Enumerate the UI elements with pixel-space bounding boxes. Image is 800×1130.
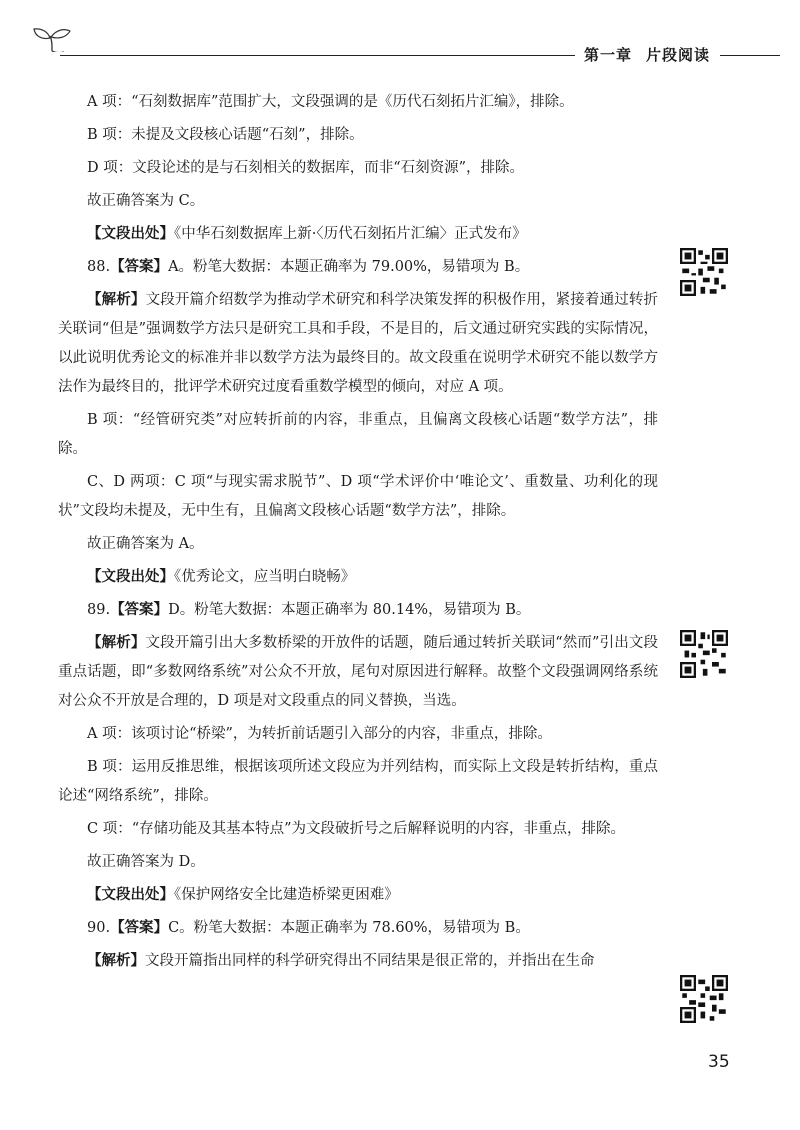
header-rule-right (720, 55, 780, 56)
source-text: 《中华石刻数据库上新·〈历代石刻拓片汇编〉正式发布》 (174, 226, 527, 242)
answer-label: 【答案】 (110, 920, 169, 936)
analysis-text: 文段开篇介绍数学为推动学术研究和科学决策发挥的积极作用，紧接着通过转折关联词“但是”强调数学方法只是研究工具和手段，不是目的，后文通过研究实践的实际情况，以此说明优秀论文的标准并非以数学方法为最终目的。故文段重在说明学术研究不能以数学方法作为最终目的，批评学术研究过度看重数学模型的倾向，对应 A 项。 (58, 292, 659, 395)
analysis-88 (58, 286, 658, 402)
analysis-label: 【解析】 (87, 292, 146, 308)
source-label: 【文段出处】 (87, 569, 174, 585)
answer-text: D。粉笔大数据：本题正确率为 80.14%，易错项为 B。 (168, 602, 531, 618)
option-d-analysis: D 项：文段论述的是与石刻相关的数据库，而非“石刻资源”，排除。 (87, 160, 525, 176)
header-rule-left (60, 55, 575, 56)
question-number: 88. (87, 259, 111, 275)
option-b-analysis: B 项：运用反推思维，根据该项所述文段应为并列结构，而实际上文段是转折结构，重点论述“网络系统”，排除。 (58, 759, 658, 804)
conclusion: 故正确答案为 D。 (87, 854, 205, 870)
qr-code-icon[interactable] (680, 630, 728, 678)
conclusion: 故正确答案为 C。 (87, 193, 205, 209)
source-line (58, 881, 658, 910)
answer-text: A。粉笔大数据：本题正确率为 79.00%，易错项为 B。 (168, 259, 530, 275)
source-text: 《优秀论文，应当明白晓畅》 (174, 569, 356, 585)
source-text: 《保护网络安全比建造桥梁更困难》 (174, 887, 399, 903)
source-label: 【文段出处】 (87, 226, 174, 242)
question-number: 89. (87, 602, 111, 618)
option-b-analysis: B 项：“经管研究类”对应转折前的内容，非重点，且偏离文段核心话题“数学方法”，排除。 (58, 412, 658, 457)
sprout-icon (32, 26, 72, 52)
answer-line-89 (58, 596, 658, 625)
chapter-title (584, 44, 724, 65)
question-number: 90. (87, 920, 111, 936)
qr-code-icon[interactable] (680, 975, 728, 1023)
analysis-90 (58, 947, 658, 976)
analysis-label: 【解析】 (87, 635, 146, 651)
section-title: 片段阅读 (646, 46, 711, 64)
qr-code-icon[interactable] (680, 248, 728, 296)
page-body (58, 88, 658, 980)
option-a-analysis: A 项：该项讨论“桥梁”，为转折前话题引入部分的内容，非重点，排除。 (87, 726, 552, 742)
option-c-analysis: C 项：“存储功能及其基本特点”为文段破折号之后解释说明的内容，非重点，排除。 (87, 821, 626, 837)
analysis-89 (58, 629, 658, 716)
option-b-analysis: B 项：未提及文段核心话题“石刻”，排除。 (87, 127, 364, 143)
option-a-analysis: A 项：“石刻数据库”范围扩大，文段强调的是《历代石刻拓片汇编》，排除。 (87, 94, 574, 110)
source-line (58, 563, 658, 592)
answer-label: 【答案】 (110, 602, 169, 618)
chapter-number: 第一章 (584, 46, 633, 64)
source-label: 【文段出处】 (87, 887, 174, 903)
page-header (0, 0, 800, 70)
analysis-text: 文段开篇引出大多数桥梁的开放件的话题，随后通过转折关联词“然而”引出文段重点话题，即“多数网络系统”对公众不开放，尾句对原因进行解释。故整个文段强调网络系统对公众不开放是合理的，D 项是对文段重点的同义替换，当选。 (58, 635, 658, 709)
conclusion: 故正确答案为 A。 (87, 536, 204, 552)
answer-text: C。粉笔大数据：本题正确率为 78.60%，易错项为 B。 (168, 920, 530, 936)
analysis-label: 【解析】 (87, 953, 145, 969)
option-cd-analysis: C、D 两项：C 项“与现实需求脱节”、D 项“学术评价中‘唯论文’、重数量、功利化的现状”文段均未提及，无中生有，且偏离文段核心话题“数学方法”，排除。 (58, 474, 658, 519)
page-number: 35 (708, 1052, 730, 1072)
analysis-text: 文段开篇指出同样的科学研究得出不同结果是很正常的，并指出在生命 (145, 953, 595, 969)
source-line (58, 220, 658, 249)
answer-label: 【答案】 (110, 259, 169, 275)
answer-line-88 (58, 253, 658, 282)
answer-line-90 (58, 914, 658, 943)
